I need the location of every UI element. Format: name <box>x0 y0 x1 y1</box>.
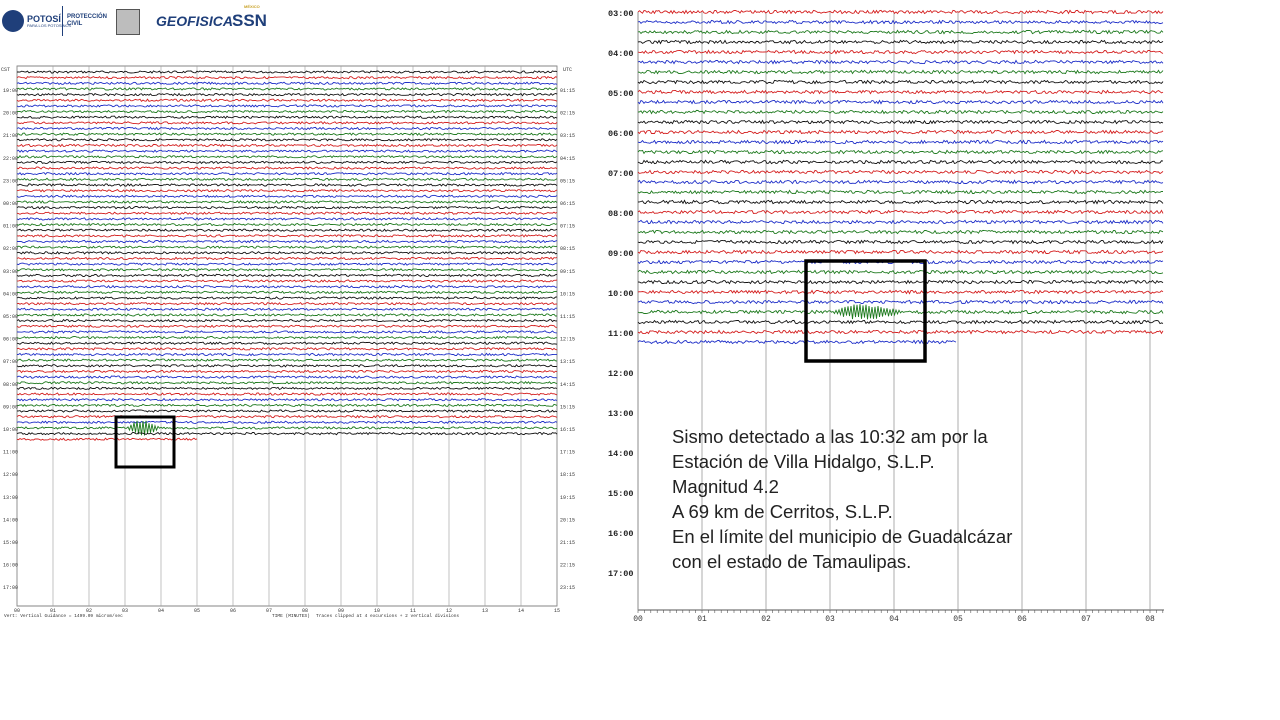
left-hour-label: 19:00 <box>3 88 19 94</box>
left-plot-background <box>0 44 588 628</box>
left-hour-label: 03:00 <box>3 268 19 275</box>
left-x-tick: 02 <box>85 608 93 614</box>
left-hour-label: 10:00 <box>3 427 19 433</box>
left-utc-label: 19:15 <box>560 494 576 501</box>
left-hour-label: 20:00 <box>3 110 19 117</box>
left-utc-label: 22:15 <box>560 562 576 569</box>
right-hour-label: 14:00 <box>608 449 634 459</box>
left-hour-label: 11:00 <box>3 449 19 456</box>
footer-right-note: Traces clipped at 4 excursions + 2 vertical divisions <box>316 614 460 619</box>
right-hour-label: 08:00 <box>608 209 634 219</box>
potosi-logo-text: POTOSÍ <box>27 13 61 24</box>
left-hour-label: 01:00 <box>3 223 19 230</box>
left-utc-label: 03:15 <box>560 133 576 140</box>
caption-line-1: Sismo detectado a las 10:32 am por la <box>672 426 988 447</box>
left-hour-label: 17:00 <box>3 585 19 592</box>
left-hour-label: 23:00 <box>3 178 19 185</box>
left-hour-label: 00:00 <box>3 201 19 207</box>
caption-line-5: En el límite del municipio de Guadalcázar <box>672 526 1013 547</box>
left-x-tick: 13 <box>481 608 489 614</box>
right-hour-label: 09:00 <box>608 249 634 259</box>
left-utc-label: 12:15 <box>560 336 576 343</box>
left-hour-label: 09:00 <box>3 404 19 411</box>
right-hour-label: 06:00 <box>608 129 634 139</box>
right-hour-label: 04:00 <box>608 49 634 59</box>
right-x-tick: 05 <box>953 615 963 624</box>
left-utc-label: 11:15 <box>560 314 576 320</box>
ssn-logo <box>232 6 267 36</box>
right-hour-label: 11:00 <box>608 329 634 339</box>
left-utc-label: 07:15 <box>560 223 576 230</box>
left-hour-label: 06:00 <box>3 336 19 343</box>
left-utc-label: 01:15 <box>560 88 576 94</box>
left-utc-label: 08:15 <box>560 246 576 253</box>
right-x-tick: 02 <box>761 615 771 624</box>
left-utc-label: 13:15 <box>560 359 576 366</box>
helicorder-full-day-panel <box>0 44 588 628</box>
proteccion-civil-line1: PROTECCIÓN <box>67 14 108 20</box>
left-utc-label: 15:15 <box>560 404 576 411</box>
right-x-tick: 03 <box>825 615 835 624</box>
left-utc-label: 09:15 <box>560 268 576 275</box>
footer-left-note: Vert: Vertical Guidance = 1499.09 microm/sec <box>4 614 123 619</box>
left-x-tick: 11 <box>409 608 417 614</box>
left-x-tick: 01 <box>49 608 57 614</box>
potosi-logo <box>2 6 71 36</box>
right-hour-label: 15:00 <box>608 489 634 499</box>
right-hour-label: 07:00 <box>608 169 634 179</box>
left-x-tick: 10 <box>373 608 381 614</box>
left-hour-label: 07:00 <box>3 359 19 366</box>
right-hour-label: 12:00 <box>608 369 634 379</box>
left-utc-label: 20:15 <box>560 517 576 524</box>
caption-line-4: A 69 km de Cerritos, S.L.P. <box>672 501 893 522</box>
left-hour-label: 08:00 <box>3 381 19 388</box>
right-x-tick: 08 <box>1145 615 1155 624</box>
geofisica-logo-text: GEOFISICA <box>156 13 234 29</box>
left-utc-label: 21:15 <box>560 540 576 546</box>
left-hour-label: 04:00 <box>3 291 19 298</box>
left-utc-label: 06:15 <box>560 201 576 207</box>
left-hour-label: 21:00 <box>3 133 19 140</box>
left-hour-label: 22:00 <box>3 155 19 162</box>
left-utc-label: 10:15 <box>560 291 576 298</box>
left-hour-label: 15:00 <box>3 540 19 546</box>
geofisica-logo <box>156 6 233 36</box>
left-top-label: CST <box>1 67 11 73</box>
caption-line-3: Magnitud 4.2 <box>672 476 779 497</box>
left-hour-label: 02:00 <box>3 246 19 253</box>
right-hour-label: 13:00 <box>608 409 634 419</box>
right-x-tick: 07 <box>1081 615 1091 624</box>
right-hour-label: 05:00 <box>608 89 634 99</box>
left-x-tick: 04 <box>157 608 165 614</box>
caption-line-2: Estación de Villa Hidalgo, S.L.P. <box>672 451 935 472</box>
x-axis-label: TIME (MINUTES) <box>272 614 310 619</box>
left-x-tick: 14 <box>517 608 525 614</box>
proteccion-civil-logo <box>62 6 107 36</box>
left-hour-label: 05:00 <box>3 314 19 320</box>
left-utc-label: 04:15 <box>560 155 576 162</box>
left-x-tick: 07 <box>265 608 273 614</box>
logo-bar <box>0 6 300 36</box>
event-caption <box>672 424 1092 574</box>
right-x-tick: 06 <box>1017 615 1027 624</box>
left-utc-label: 18:15 <box>560 472 576 479</box>
left-utc-label: 16:15 <box>560 427 576 433</box>
left-x-tick: 09 <box>337 608 345 614</box>
unam-seal-icon <box>116 9 140 35</box>
right-top-label: UTC <box>563 67 573 73</box>
left-x-tick: 03 <box>121 608 129 614</box>
right-hour-label: 16:00 <box>608 529 634 539</box>
left-utc-label: 02:15 <box>560 110 576 117</box>
left-hour-label: 14:00 <box>3 517 19 524</box>
left-utc-label: 23:15 <box>560 585 576 592</box>
left-hour-label: 12:00 <box>3 472 19 479</box>
left-x-tick: 05 <box>193 608 201 614</box>
left-utc-label: 14:15 <box>560 381 576 388</box>
left-utc-label: 17:15 <box>560 449 576 456</box>
left-hour-label: 13:00 <box>3 494 19 501</box>
ssn-logo-text: SSN <box>232 11 267 30</box>
right-x-tick: 01 <box>697 615 707 624</box>
right-x-tick: 00 <box>633 615 643 624</box>
left-x-tick: 12 <box>445 608 453 614</box>
ssn-logo-top: MÉXICO <box>244 4 260 9</box>
helicorder-full-day-plot <box>0 44 588 628</box>
right-hour-label: 17:00 <box>608 569 634 579</box>
proteccion-civil-line2: CIVIL <box>67 21 83 27</box>
right-x-tick: 04 <box>889 615 899 624</box>
left-x-tick: 08 <box>301 608 309 614</box>
caption-line-6: con el estado de Tamaulipas. <box>672 551 912 572</box>
left-utc-label: 05:15 <box>560 178 576 185</box>
potosi-seal-icon <box>2 10 24 32</box>
right-hour-label: 10:00 <box>608 289 634 299</box>
left-x-tick: 00 <box>13 608 21 614</box>
left-x-tick: 15 <box>553 608 561 614</box>
left-x-tick: 06 <box>229 608 237 614</box>
left-hour-label: 16:00 <box>3 562 19 569</box>
right-hour-label: 03:00 <box>608 9 634 19</box>
potosi-logo-subtext: PARA LOS POTOSINOS <box>27 22 72 28</box>
